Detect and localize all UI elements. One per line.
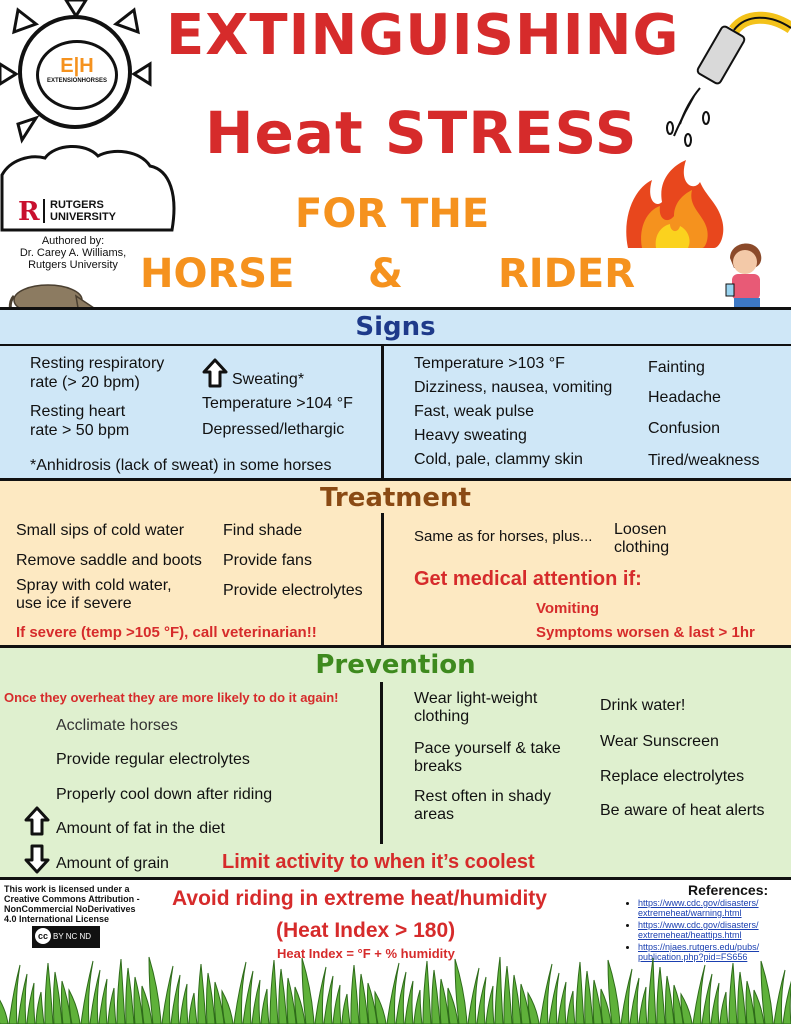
prevent-rider-6: Replace electrolytes: [600, 768, 745, 785]
horse-depressed: Depressed/lethargic: [202, 421, 345, 438]
signs-title: Signs: [355, 312, 436, 342]
authored-by: Authored by:: [41, 235, 105, 247]
author-affiliation: Rutgers University: [28, 259, 118, 271]
anhidrosis-note: *Anhidrosis (lack of sweat) in some horses: [30, 457, 332, 474]
rider-sign-7: Headache: [648, 389, 721, 406]
reference-link-3[interactable]: https://njaes.rutgers.edu/pubs/ publication.php?pid=FS656: [638, 942, 760, 962]
prevention-bottom-rule: [0, 877, 791, 880]
license-text: This work is licensed under a Creative Commons Attribution - NonCommercial NoDerivatives 4.0 International License: [4, 884, 140, 924]
rider-sign-1: Temperature >103 °F: [414, 355, 565, 372]
grass-blades: [0, 957, 791, 1024]
horse-sweating: Sweating*: [232, 371, 305, 388]
horse-resp-rate: Resting respiratory rate (> 20 bpm): [30, 355, 165, 391]
rider-sign-4: Heavy sweating: [414, 427, 527, 444]
horse-temperature: Temperature >104 °F: [202, 395, 353, 412]
logo-letters: E|H: [60, 55, 94, 77]
prevent-acclimate: Acclimate horses: [56, 717, 178, 734]
rider-sign-3: Fast, weak pulse: [414, 403, 535, 420]
reference-item: [638, 898, 791, 918]
treat-horse-1: Small sips of cold water: [16, 522, 185, 539]
fire-icon: [622, 160, 727, 250]
author-credit: [8, 235, 138, 271]
rutgers-r-icon: R: [18, 197, 40, 227]
rider-sign-5: Cold, pale, clammy skin: [414, 451, 583, 468]
treat-horse-4: Find shade: [223, 522, 303, 539]
cc-icon: cc: [35, 928, 51, 944]
reference-link-2[interactable]: https://www.cdc.gov/disasters/ extremeheat/heattips.html: [638, 920, 759, 940]
rutgers-logo: [18, 197, 158, 227]
treat-rider-same: Same as for horses, plus...: [414, 528, 593, 545]
signs-header: [0, 307, 791, 347]
prevention-header: [0, 645, 791, 685]
medical-vomiting: Vomiting: [536, 600, 600, 617]
prevent-rider-1: Wear light-weight clothing: [414, 690, 538, 725]
avoid-riding: Avoid riding in extreme heat/humidity: [172, 887, 547, 910]
treat-horse-2: Remove saddle and boots: [16, 552, 202, 569]
heat-index-threshold: (Heat Index > 180): [276, 919, 456, 942]
references-title: References:: [688, 882, 769, 898]
treat-horse-5: Provide fans: [223, 552, 312, 569]
medical-attention-heading: Get medical attention if:: [414, 568, 642, 590]
prevention-title: Prevention: [315, 650, 476, 680]
university-line2: UNIVERSITY: [50, 211, 117, 223]
arrow-down-icon: [24, 844, 50, 874]
reference-link-1[interactable]: https://www.cdc.gov/disasters/ extremeheat/warning.html: [638, 898, 759, 918]
grass-border: [0, 952, 791, 1024]
treat-horse-6: Provide electrolytes: [223, 582, 363, 599]
prevent-grain: Amount of grain: [56, 855, 169, 872]
prevent-rider-5: Wear Sunscreen: [600, 733, 719, 750]
signs-divider: [381, 344, 384, 478]
rider-sign-9: Tired/weakness: [648, 452, 760, 469]
extension-horses-logo: [36, 40, 118, 110]
heat-index-formula: Heat Index = °F + % humidity: [277, 946, 455, 961]
arrow-up-icon: [202, 358, 228, 388]
treatment-title: Treatment: [320, 483, 471, 513]
severe-warning: If severe (temp >105 °F), call veterinarian!!: [16, 624, 317, 641]
treatment-divider: [381, 513, 384, 645]
university-line1: RUTGERS: [50, 199, 104, 211]
prevent-electrolytes: Provide regular electrolytes: [56, 751, 250, 768]
treat-horse-3: Spray with cold water, use ice if severe: [16, 577, 172, 612]
logo-subtext: EXTENSIONHORSES: [46, 78, 107, 84]
horse-heart-rate: Resting heart rate > 50 bpm: [30, 403, 130, 439]
title-line1: EXTINGUISHING: [166, 3, 680, 68]
arrow-up-icon: [24, 806, 50, 836]
treatment-panel: [0, 515, 791, 645]
title-line3: FOR THE: [295, 191, 490, 237]
hose-illustration: [650, 0, 791, 150]
prevent-rider-4: Drink water!: [600, 697, 686, 714]
prevent-rider-3: Rest often in shady areas: [414, 788, 551, 823]
cc-license-badge: [32, 926, 100, 948]
treatment-header: [0, 478, 791, 518]
treat-rider-loosen: Loosen clothing: [614, 521, 670, 556]
title-ampersand: &: [368, 251, 403, 297]
title-horse: HORSE: [140, 251, 295, 297]
prevention-divider: [380, 682, 383, 844]
rider-sign-8: Confusion: [648, 420, 721, 437]
reference-item: [638, 920, 791, 940]
title-rider: RIDER: [498, 251, 636, 297]
limit-activity: Limit activity to when it’s coolest: [222, 851, 535, 873]
rider-sign-6: Fainting: [648, 359, 705, 376]
rider-sign-2: Dizziness, nausea, vomiting: [414, 379, 613, 396]
signs-panel: [0, 346, 791, 478]
prevent-cooldown: Properly cool down after riding: [56, 786, 273, 803]
prevent-fat: Amount of fat in the diet: [56, 820, 225, 837]
medical-worsen: Symptoms worsen & last > 1hr: [536, 624, 755, 641]
title-line2: Heat STRESS: [205, 99, 638, 167]
prevent-rider-7: Be aware of heat alerts: [600, 802, 765, 819]
prevent-rider-2: Pace yourself & take breaks: [414, 740, 561, 775]
cc-badge-label: BY NC ND: [53, 932, 92, 941]
prevention-panel: [0, 682, 791, 880]
author-name: Dr. Carey A. Williams,: [19, 247, 127, 259]
overheat-warning: Once they overheat they are more likely to do it again!: [4, 690, 339, 705]
